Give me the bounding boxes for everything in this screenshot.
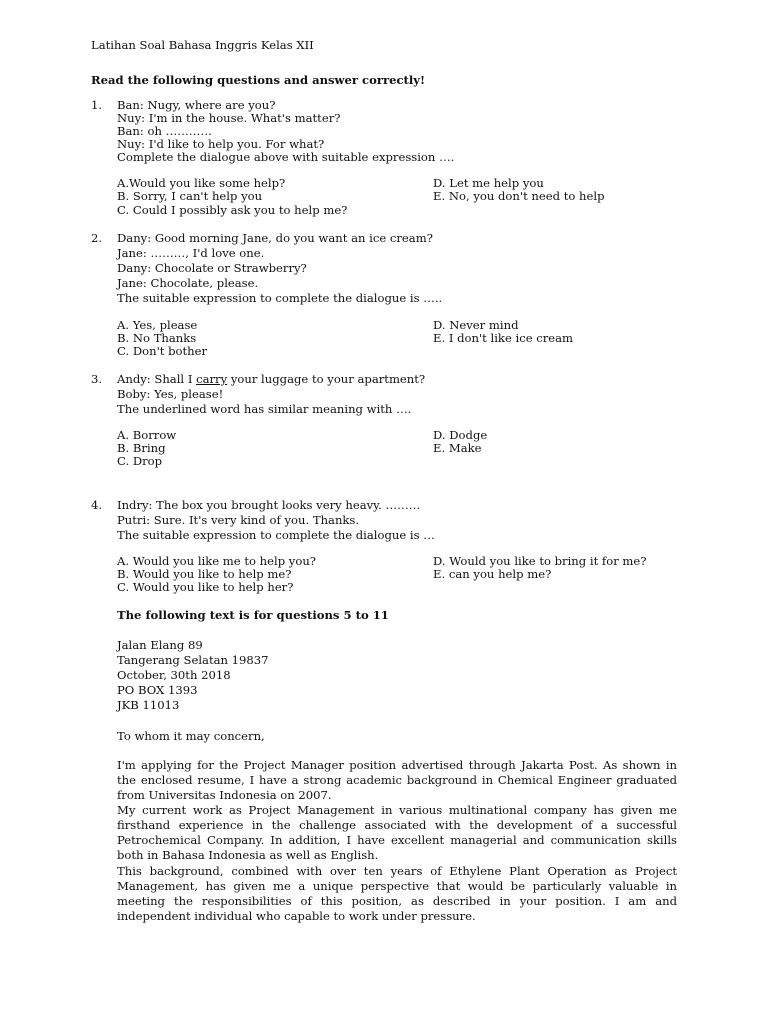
option-c: C. Don't bother — [117, 344, 208, 358]
option-d: D. Would you like to bring it for me? — [433, 554, 647, 568]
option-a: A. Yes, please — [117, 318, 198, 332]
letter-salutation: To whom it may concern, — [117, 729, 265, 743]
question-line: Putri: Sure. It's very kind of you. Thanks. — [117, 513, 360, 527]
option-d: D. Let me help you — [433, 176, 544, 190]
document-title: Latihan Soal Bahasa Inggris Kelas XII — [91, 38, 314, 52]
question-line: The underlined word has similar meaning with …. — [117, 402, 412, 416]
instruction-heading: Read the following questions and answer correctly! — [91, 73, 426, 87]
question-line: Dany: Good morning Jane, do you want an ice cream? — [117, 231, 433, 245]
address-line: Jalan Elang 89 — [117, 638, 203, 652]
question-line: Boby: Yes, please! — [117, 387, 224, 401]
question-number: 3. — [91, 372, 103, 386]
question-line: Jane: ………, I'd love one. — [117, 246, 265, 260]
option-a: A. Would you like me to help you? — [117, 554, 317, 568]
option-e: E. Make — [433, 441, 482, 455]
question-number: 1. — [91, 98, 103, 112]
address-line: JKB 11013 — [117, 698, 180, 712]
question-number: 4. — [91, 498, 103, 512]
passage-heading: The following text is for questions 5 to 11 — [117, 608, 389, 622]
option-c: C. Drop — [117, 454, 163, 468]
question-line: Ban: Nugy, where are you? — [117, 98, 276, 112]
option-d: D. Never mind — [433, 318, 519, 332]
letter-paragraph-3: This background, combined with over ten years of Ethylene Plant Operation as Project Management, has given me a unique perspective that would be particularly valuable in meeting the responsibilities of this position, as described in your position. I am and independent individual who capable to work under pressure. — [117, 864, 677, 923]
question-number: 2. — [91, 231, 103, 245]
question-line: Dany: Chocolate or Strawberry? — [117, 261, 307, 275]
question-line: Indry: The box you brought looks very heavy. ……… — [117, 498, 421, 512]
letter-paragraph-2: My current work as Project Management in various multinational company has given me firsthand experience in the challenge associated with the development of a successful Petrochemical Company. In addition, I have excellent managerial and communication skills both in Bahasa Indonesia as well as English. — [117, 803, 677, 862]
option-a: A. Borrow — [117, 428, 177, 442]
option-e: E. I don't like ice cream — [433, 331, 574, 345]
question-text: your luggage to your apartment? — [227, 372, 426, 386]
option-a: A.Would you like some help? — [117, 176, 286, 190]
question-line: The suitable expression to complete the dialogue is … — [117, 528, 435, 542]
address-line: October, 30th 2018 — [117, 668, 231, 682]
address-line: PO BOX 1393 — [117, 683, 198, 697]
option-b: B. Bring — [117, 441, 166, 455]
question-line: The suitable expression to complete the dialogue is ….. — [117, 291, 443, 305]
option-d: D. Dodge — [433, 428, 488, 442]
option-b: B. No Thanks — [117, 331, 197, 345]
question-text: Andy: Shall I — [117, 372, 197, 386]
question-line: Complete the dialogue above with suitable expression …. — [117, 150, 455, 164]
question-line: Nuy: I'd like to help you. For what? — [117, 137, 325, 151]
question-line: Ban: oh ………… — [117, 124, 212, 138]
option-b: B. Sorry, I can't help you — [117, 189, 263, 203]
question-line: Nuy: I'm in the house. What's matter? — [117, 111, 341, 125]
option-e: E. No, you don't need to help — [433, 189, 605, 203]
option-c: C. Could I possibly ask you to help me? — [117, 203, 348, 217]
option-c: C. Would you like to help her? — [117, 580, 294, 594]
option-e: E. can you help me? — [433, 567, 552, 581]
question-line: Jane: Chocolate, please. — [117, 276, 259, 290]
address-line: Tangerang Selatan 19837 — [117, 653, 269, 667]
question-line — [117, 372, 425, 386]
underlined-word: carry — [196, 372, 228, 386]
letter-paragraph-1: I'm applying for the Project Manager position advertised through Jakarta Post. As shown in the enclosed resume, I have a strong academic background in Chemical Engineer graduated from Universitas Indonesia on 2007. — [117, 758, 677, 802]
option-b: B. Would you like to help me? — [117, 567, 292, 581]
